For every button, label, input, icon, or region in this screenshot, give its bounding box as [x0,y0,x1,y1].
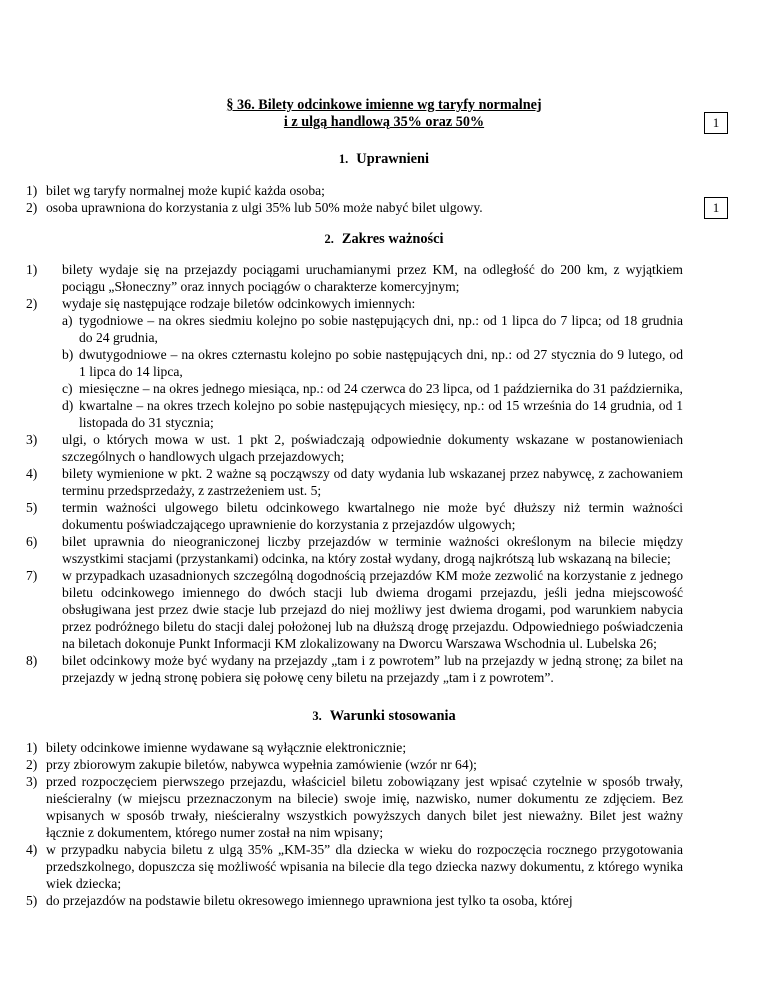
section-title: Warunki stosowania [329,708,456,724]
list-item: 8) bilet odcinkowy może być wydany na przejazdy „tam i z powrotem” lub na przejazdy w jedną stronę; za bilet na przejazdy w jedną stronę pobiera się połowę ceny biletu na przejazdy „tam i z powrotem”. [26,653,683,685]
section-title: Uprawnieni [356,151,430,167]
list-item: 2) przy zbiorowym zakupie biletów, nabywca wypełnia zamówienie (wzór nr 64); [26,757,477,772]
section-number: 3. [312,709,322,723]
page-title [0,97,768,131]
margin-note: 1 [704,197,728,219]
sublist-item: c) miesięczne – na okres jednego miesiąca, np.: od 24 czerwca do 23 lipca, od 1 października do 31 października, [62,381,683,396]
section-heading [0,151,768,168]
list-item: 1) bilety odcinkowe imienne wydawane są wyłącznie elektronicznie; [26,740,407,755]
sublist-item: a) tygodniowe – na okres siedmiu kolejno po sobie następujących dni, np.: od 1 lipca do 7 lipca; od 18 grudnia do 24 grudnia, [62,313,683,345]
sublist [62,312,683,431]
list-item: 6) bilet uprawnia do nieograniczonej liczby przejazdów w terminie ważności określonym na bilecie między wszystkimi stacjami (przystankami) odcinka, na który został wydany, drogą najkrótszą lub wskazaną na bilecie; [26,534,683,566]
list-item: 7) w przypadkach uzasadnionych szczególną dogodnością przejazdów KM może zezwolić na korzystanie z jednego biletu odcinkowego imiennego do dwóch stacji lub dwiema drogami przejazdu, jeśli jedna miejscowość obsługiwana jest przez dwie stacje lub przejazd do niej możliwy jest dwiema drogami, pod warunkiem nabycia przez podróżnego biletu do stacji dalej położonej lub na dłuższą drogę przejazdu. Odpowiedniego poświadczenia na biletach dokonuje Punkt Informacji KM zlokalizowany na Dworcu Warszawa Wschodnia ul. Lubelska 26; [26,568,683,651]
list-item: 4) w przypadku nabycia biletu z ulgą 35% „KM-35” dla dziecka w wieku do rozpoczęcia rocznego przygotowania przedszkolnego, dopuszcza się możliwość wpisania na bilecie dla tego dziecka nazwy dokumentu, z którego wynika wiek dziecka; [26,842,683,891]
sublist-item: b) dwutygodniowe – na okres czternastu kolejno po sobie następujących dni, np.: od 27 stycznia do 9 lutego, od 1 lipca do 14 lipca, [62,347,683,379]
title-line-1: § 36. Bilety odcinkowe imienne wg taryfy normalnej [226,97,542,113]
list-item: 4) bilety wymienione w pkt. 2 ważne są począwszy od daty wydania lub wskazanej przez nabywcę, z zachowaniem terminu przedsprzedaży, z zastrzeżeniem ust. 5; [26,466,683,498]
margin-note: 1 [704,112,728,134]
section-2-list [26,261,683,686]
section-heading [0,231,768,248]
list-item: 5) termin ważności ulgowego biletu odcinkowego kwartalnego nie może być dłuższy niż termin ważności dokumentu poświadczającego uprawnienie do korzystania z przejazdów ulgowych; [26,500,683,532]
section-heading [0,708,768,725]
list-item: 3) ulgi, o których mowa w ust. 1 pkt 2, poświadczają odpowiednie dokumenty wskazane w postanowieniach szczególnych o handlowych ulgach przejazdowych; [26,432,683,464]
list-item: 1) bilety wydaje się na przejazdy pociągami uruchamianymi przez KM, na odległość do 200 km, z wyjątkiem pociągu „Słoneczny” oraz innych pociągów o charakterze komercyjnym; [26,262,683,294]
list-item: 1) bilet wg taryfy normalnej może kupić każda osoba; [26,183,325,198]
section-3-list [26,739,683,909]
title-line-2: i z ulgą handlową 35% oraz 50% [283,114,485,130]
section-number: 2. [324,232,334,246]
list-item: 2) osoba uprawniona do korzystania z ulgi 35% lub 50% może nabyć bilet ulgowy. [26,200,483,215]
sublist-item: d) kwartalne – na okres trzech kolejno po sobie następujących miesięcy, np.: od 15 września do 14 grudnia, od 1 listopada do 31 stycznia; [62,398,683,430]
list-item: 2) wydaje się następujące rodzaje biletów odcinkowych imiennych: a) tygodniowe – na okres siedmiu kolejno po sobie następujących dni, np.: od 1 lipca do 7 lipca; od 18 grudnia do 24 grudnia, b) dwutygodniowe – na okres czternastu kolejno po sobie następujących dni, np.: od 27 stycznia do 9 lutego, od 1 lipca do 14 lipca, c) miesięczne – na okres jednego miesiąca, np.: od 24 czerwca do 23 lipca, od 1 października do 31 października, d) kwartalne – na okres trzech kolejno po sobie następujących miesięcy, np.: od 15 września do 14 grudnia, od 1 listopada do 31 stycznia; [26,296,683,430]
section-1-list [26,182,706,216]
section-title: Zakres ważności [341,231,444,247]
section-number: 1. [338,152,349,166]
list-item: 3) przed rozpoczęciem pierwszego przejazdu, właściciel biletu zobowiązany jest wpisać czytelnie w sposób trwały, nieścieralny (w miejscu przeznaczonym na bilecie) swoje imię, nazwisko, numer dokumentu ze zdjęciem. Bez wpisanych w sposób trwały, nieścieralny wszystkich powyższych danych bilet jest nieważny. Bilet jest ważny łącznie z dokumentem, którego numer został na nim wpisany; [26,774,683,840]
list-item: 5) do przejazdów na podstawie biletu okresowego imiennego uprawniona jest tylko ta osoba, której [26,893,573,908]
